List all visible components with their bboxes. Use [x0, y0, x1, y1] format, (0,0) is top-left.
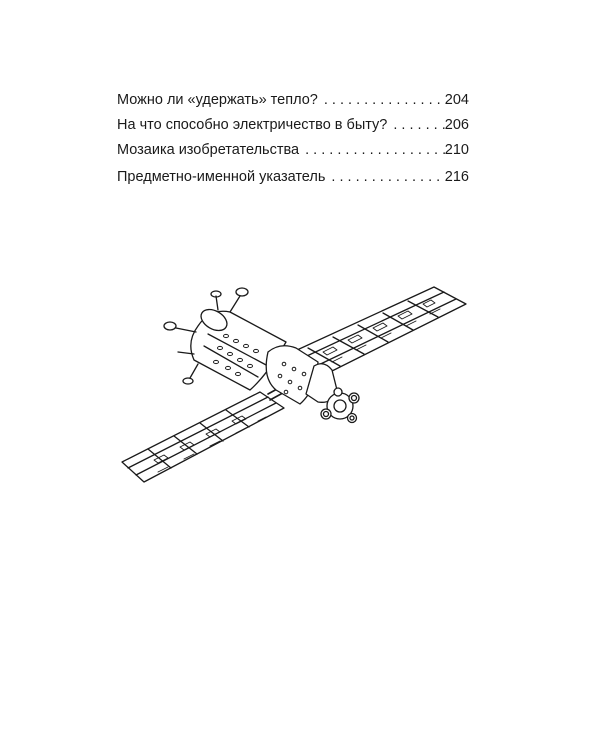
toc-dot-leader [318, 88, 445, 113]
toc-entry [117, 113, 469, 138]
toc-page-number: 204 [444, 92, 469, 108]
toc-entry [117, 88, 469, 113]
toc-page-number: 210 [444, 142, 469, 158]
toc-dot-leader [325, 165, 444, 190]
toc-entry-title: Можно ли «удержать» тепло? [117, 92, 318, 108]
toc-entry-title: Мозаика изобретательства [117, 142, 300, 158]
toc-entry [117, 138, 469, 163]
toc-entry [117, 165, 469, 190]
toc-page-number: 216 [444, 169, 469, 185]
table-of-contents [117, 88, 469, 190]
space-station-icon [118, 282, 484, 496]
toc-page-number: 206 [444, 117, 469, 133]
docking-node [306, 364, 359, 423]
toc-entry-title: На что способно электричество в быту? [117, 117, 388, 133]
toc-dot-leader [387, 113, 444, 138]
toc-dot-leader [299, 138, 445, 163]
solar-panel-left [122, 392, 284, 482]
toc-entry-title: Предметно-именной указатель [117, 169, 326, 185]
